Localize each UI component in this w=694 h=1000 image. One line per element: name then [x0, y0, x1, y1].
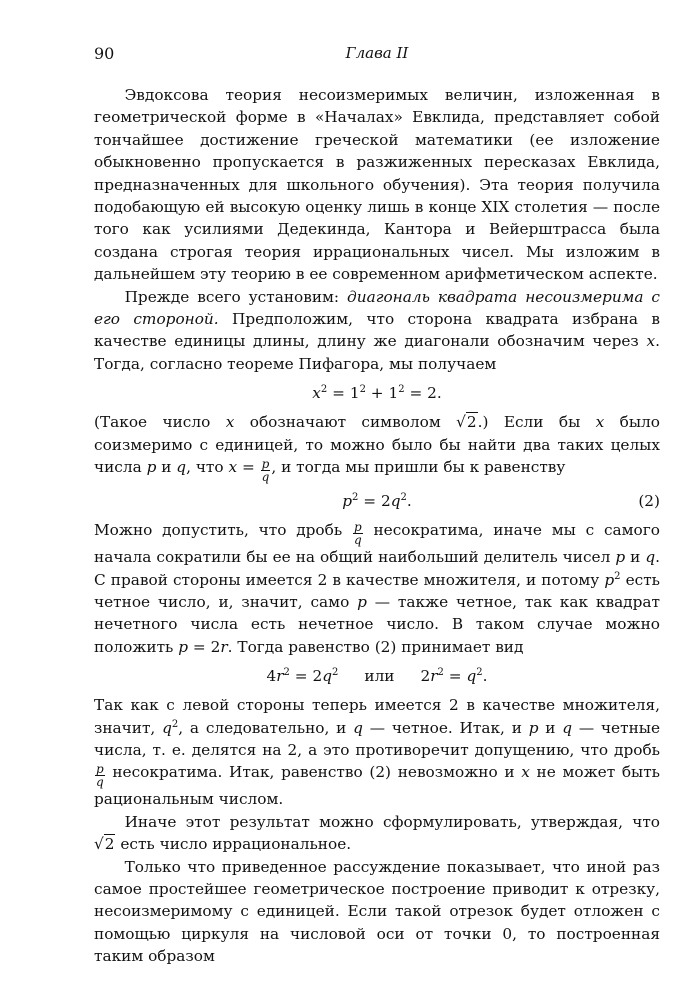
formula-3: [94, 665, 660, 687]
text: . Тогда, согласно теореме Пифагора, мы получаем: [94, 332, 660, 373]
var-q: q: [322, 667, 332, 686]
radical-sign: √: [94, 835, 104, 854]
exponent: 2: [352, 492, 359, 504]
chapter-title: Глава II: [345, 44, 409, 62]
var-p: p: [178, 637, 189, 656]
var-x: x: [595, 413, 605, 432]
paragraph-6: [94, 811, 660, 856]
exponent: 2: [614, 570, 621, 582]
var-x: x: [521, 763, 530, 782]
var-q: q: [390, 492, 401, 511]
text: . С правой стороны имеется 2 в качестве множителя, и потому: [94, 548, 660, 589]
denominator: q: [261, 470, 270, 485]
var-p: p: [604, 570, 615, 589]
var-x: x: [225, 413, 235, 432]
text: = 2: [188, 637, 221, 656]
page-header: [94, 44, 660, 68]
text: есть число иррациональное.: [115, 835, 352, 854]
exponent: 2: [320, 384, 328, 396]
text: было соизмеримо с единицей, то можно было бы найти два таких целых числа: [94, 413, 660, 477]
italic-statement: диагональ квадрата несоизмерима с его стороной.: [94, 287, 661, 329]
var-q: q: [353, 718, 363, 737]
text: несократима, иначе мы с самого начала сократили бы ее на общий наибольший делитель чисел: [94, 521, 660, 567]
numerator: p: [96, 762, 104, 777]
exponent: 2: [437, 667, 444, 679]
text: , что: [186, 458, 229, 477]
var-x: x: [646, 332, 656, 351]
numerator: p: [353, 520, 362, 535]
var-x: x: [228, 458, 238, 477]
page-number: 90: [94, 44, 115, 63]
denominator: q: [353, 533, 362, 548]
var-x: x: [312, 384, 321, 403]
exponent: 2: [476, 667, 483, 679]
var-p: p: [528, 718, 539, 737]
text: — четное. Итак, и: [362, 718, 529, 737]
text: Предположим, что сторона квадрата избрана в качестве единицы длины, длину же диагонали обозначим через: [94, 310, 660, 351]
text: .: [482, 667, 488, 686]
exponent: 2: [398, 384, 405, 396]
text: , а следовательно, и: [178, 718, 354, 737]
text: =: [237, 458, 260, 477]
formula-2: [94, 490, 660, 512]
exponent: 2: [359, 384, 366, 396]
text: 4: [266, 667, 277, 686]
exponent: 2: [332, 667, 339, 679]
text: не может быть рациональным числом.: [94, 763, 660, 809]
text: (Такое число: [94, 413, 226, 432]
var-r: r: [220, 637, 228, 656]
paragraph-3: [94, 411, 660, 483]
text: , и тогда мы пришли бы к равенству: [271, 458, 566, 477]
fraction-p-q: [353, 521, 363, 546]
var-p: p: [615, 548, 626, 567]
text: Иначе этот результат можно сформулировать, утверждая, что: [124, 812, 660, 831]
text: . Тогда равенство (2) принимает вид: [227, 637, 524, 656]
var-q: q: [176, 458, 187, 477]
var-q: q: [466, 667, 477, 686]
var-q: q: [645, 548, 656, 567]
text: Прежде всего установим:: [124, 287, 348, 306]
text: Можно допустить, что дробь: [94, 521, 352, 540]
paragraph-5: [94, 694, 660, 811]
text: .: [406, 492, 412, 511]
var-q: q: [562, 718, 573, 737]
fraction-p-q: [261, 458, 271, 483]
text: 2: [420, 667, 431, 686]
equation-number: (2): [638, 492, 660, 511]
formula-pythagoras: [94, 382, 660, 404]
var-p: p: [342, 492, 353, 511]
exponent: 2: [400, 492, 407, 504]
exponent: 2: [171, 718, 179, 730]
sqrt-two: [94, 834, 115, 853]
text: = 1: [327, 384, 360, 403]
numerator: p: [261, 457, 270, 472]
denominator: q: [96, 775, 104, 790]
fraction-p-q: [95, 763, 105, 788]
word-or: или: [364, 667, 395, 686]
text: и: [625, 548, 646, 567]
var-p: p: [357, 592, 367, 611]
text: обозначают символом: [234, 413, 457, 432]
text: =: [443, 667, 467, 686]
text: — четные числа, т. е. делятся на 2, а это противоречит допущению, что дробь: [94, 718, 660, 759]
paragraph-2: [94, 286, 660, 376]
text: = 2.: [404, 384, 442, 403]
body-text: [94, 84, 660, 968]
var-r: r: [430, 667, 438, 686]
text: — также четное, так как квадрат нечетного числа есть нечетное число. В таком случае можно положить: [94, 592, 660, 656]
text: есть четное число, и, значит, само: [94, 570, 660, 611]
text: = 2: [358, 492, 391, 511]
paragraph-4: [94, 519, 660, 658]
text: + 1: [365, 384, 399, 403]
text: Так как с левой стороны теперь имеется 2 в качестве множителя, значит,: [94, 696, 660, 737]
sqrt-two: [456, 412, 477, 431]
var-q: q: [162, 718, 172, 737]
text: несократима. Итак, равенство (2) невозможно и: [105, 763, 522, 782]
text: .) Если бы: [477, 413, 596, 432]
var-p: p: [146, 458, 157, 477]
text: и: [156, 458, 177, 477]
text: = 2: [289, 667, 323, 686]
radicand: 2: [466, 413, 477, 432]
radical-sign: √: [456, 413, 466, 432]
radicand: 2: [104, 835, 115, 854]
paragraph-7: Только что приведенное рассуждение показывает, что иной раз самое простейшее геометрическое построение приводит к отрезку, несоизмеримому с единицей. Если такой отрезок будет отложен с помощью циркуля на числовой оси от точки 0, то построенная таким образом: [94, 857, 660, 966]
var-r: r: [276, 667, 284, 686]
paragraph-1: Эвдоксова теория несоизмеримых величин, изложенная в геометрической форме в «Началах» Евклида, представляет собой тончайшее достижение греческой математики (ее изложение обыкновенно пропускается в разжиженных пересказах Евклида, предназначенных для школьного обучения). Эта теория получила подобающую ей высокую оценку лишь в конце XIX столетия — после того как усилиями Дедекинда, Кантора и Вейерштрасса была создана строгая теория иррациональных чисел. Мы изложим в дальнейшем эту теорию в ее современном арифметическом аспекте.: [94, 86, 660, 284]
exponent: 2: [283, 667, 290, 679]
text: и: [538, 718, 563, 737]
